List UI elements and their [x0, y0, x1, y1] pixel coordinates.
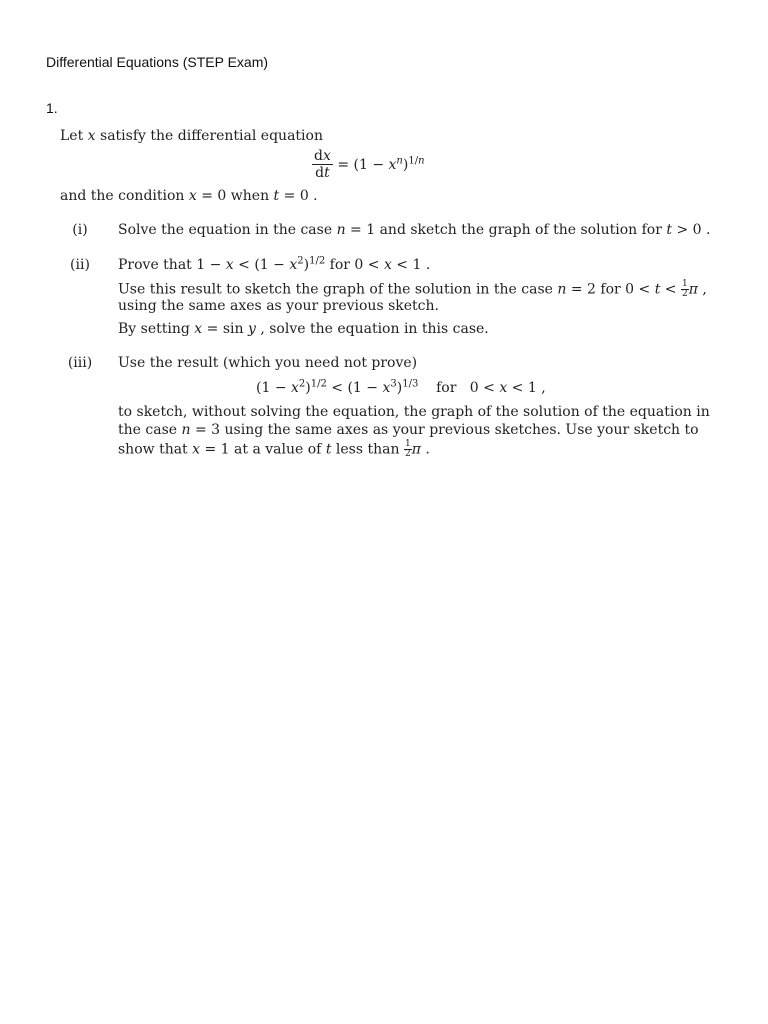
part-iii-label: (iii)	[67, 355, 93, 371]
part-i-label: (i)	[72, 222, 88, 238]
part-iii-line4: show that x = 1 at a value of t less than $\frac{1}{2}$ π .	[118, 439, 430, 459]
part-ii-line4: By setting x = sin y , solve the equation in this case.	[118, 321, 489, 337]
question-number: 1.	[46, 100, 58, 116]
intro-text: Let x satisfy the differential equation	[60, 128, 323, 144]
main-equation: $\frac{dx}{dt}$ = $(1 - x^n)^{1/n}$	[314, 148, 425, 181]
part-iii-line1: Use the result (which you need not prove)	[118, 355, 418, 371]
part-ii-label: (ii)	[70, 257, 90, 273]
part-iii-line3: the case n = 3 using the same axes as your previous sketches. Use your sketch to	[118, 422, 699, 438]
derivative-fraction: $\frac{dx}{dt}$	[314, 148, 331, 181]
part-iii-display-inequality: $(1 - x^2)^{1/2} < (1 - x^3)^{1/3}$ for 0 < x < 1 ,	[256, 378, 546, 396]
part-ii-line3: using the same axes as your previous sketch.	[118, 298, 439, 314]
initial-condition: and the condition x = 0 when t = 0 .	[60, 188, 318, 204]
document-title: Differential Equations (STEP Exam)	[46, 54, 269, 70]
part-iii-line2: to sketch, without solving the equation, the graph of the solution of the equation in	[118, 404, 710, 420]
part-ii-line2: Use this result to sketch the graph of the solution in the case n = 2 for 0 < t < $\frac{1}{2}$ π ,	[118, 279, 707, 299]
part-i-text: Solve the equation in the case n = 1 and sketch the graph of the solution for t > 0 .	[118, 222, 711, 238]
part-ii-line1: Prove that $1 - x < (1 - x^2)^{1/2}$ for 0 < x < 1 .	[118, 255, 431, 273]
